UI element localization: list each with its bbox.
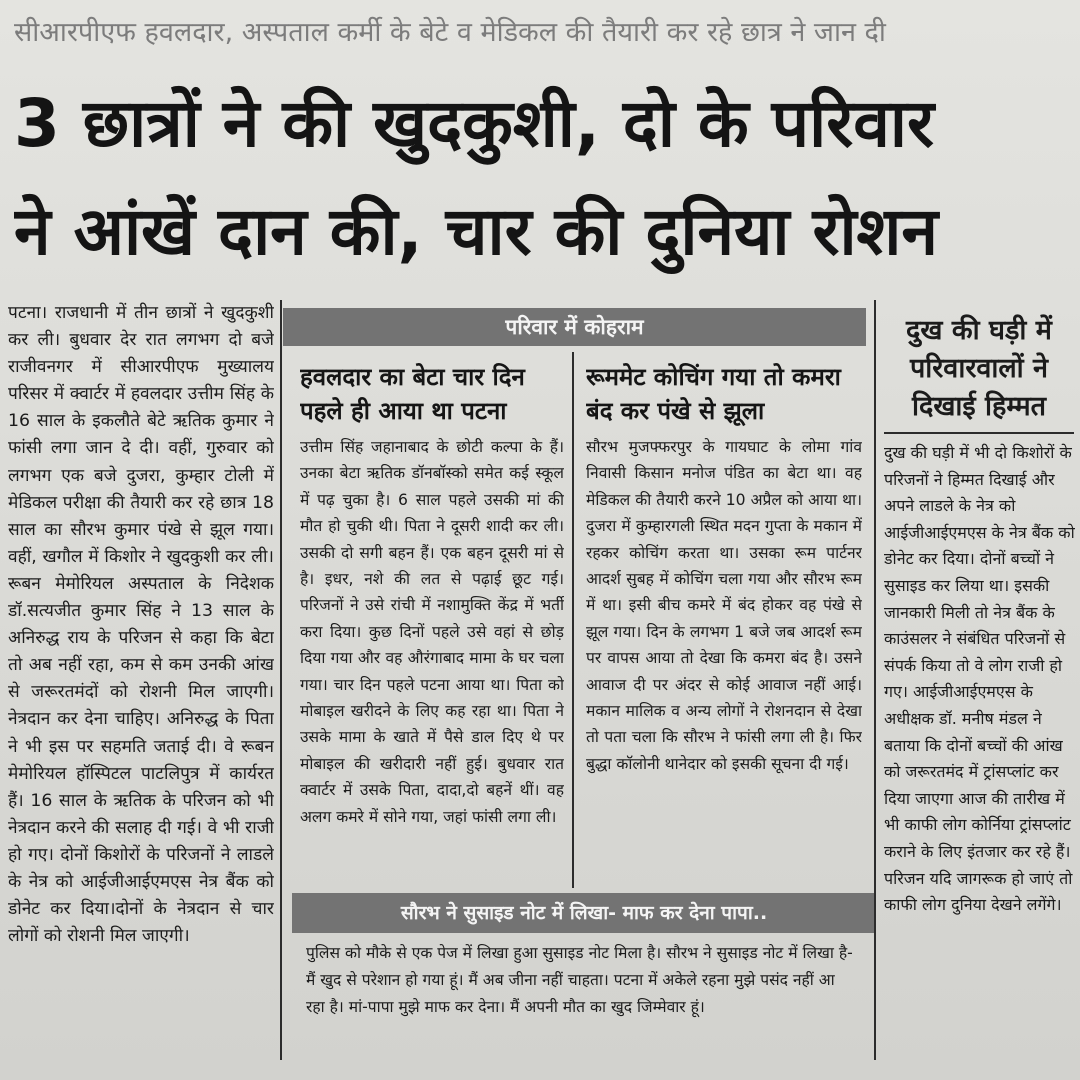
headline-line-1: 3 छात्रों ने की खुदकुशी, दो के परिवार xyxy=(14,85,935,162)
note-banner xyxy=(292,893,876,933)
column-divider-middle xyxy=(572,352,574,888)
section-banner xyxy=(283,308,866,346)
sidebar-heading-rule xyxy=(884,432,1074,434)
column-divider-left xyxy=(280,300,282,1060)
note-banner-text: सौरभ ने सुसाइड नोट में लिखा- माफ कर देना पापा.. xyxy=(400,902,768,924)
story-a-body: उत्तीम सिंह जहानाबाद के छोटी कल्पा के हैं। उनका बेटा ऋतिक डॉनबॉस्को समेत कई स्कूल में पढ़ चुका है। 6 साल पहले उसकी मां की मौत हो चुकी थी। पिता ने दूसरी शादी कर ली। उसकी दो सगी बहन हैं। एक बहन दूसरी मां से है। इधर, नशे की लत से पढ़ाई छूट गई। परिजनों ने उसे रांची में नशामुक्ति केंद्र में भर्ती करा दिया। कुछ दिनों पहले उसे वहां से छोड़ दिया गया और वह औरंगाबाद मामा के घर चला गया। चार दिन पहले पटना आया था। पिता को मोबाइल खरीदने के लिए कह रहा था। पिता ने उसके मामा के खाते में पैसे डाल दिए थे पर मोबाइल की खरीदारी नहीं हुई। बुधवार रात क्वार्टर में उसके पिता, दादा,दो बहनें थीं। वह अलग कमरे में सोने गया, जहां फांसी लगा ली। xyxy=(300,438,564,826)
story-b-heading: रूममेट कोचिंग गया तो कमरा बंद कर पंखे से झूला xyxy=(586,363,841,425)
column-divider-right xyxy=(874,300,876,1060)
story-a-heading: हवलदार का बेटा चार दिन पहले ही आया था पटना xyxy=(300,363,525,425)
main-story-text: पटना। राजधानी में तीन छात्रों ने खुदकुशी कर ली। बुधवार देर रात लगभग दो बजे राजीवनगर में सीआरपीएफ मुख्यालय परिसर में क्वार्टर में हवलदार उत्तीम सिंह के 16 साल के इकलौते बेटे ऋतिक कुमार ने फांसी लगा जान दे दी। वहीं, गुरुवार को लगभग एक बजे दुजरा, कुम्हार टोली में मेडिकल परीक्षा की तैयारी कर रहे छात्र 18 साल का सौरभ कुमार पंखे से झूल गया। वहीं, खगौल में किशोर ने खुदकुशी कर ली। रूबन मेमोरियल अस्पताल के निदेशक डॉ.सत्यजीत कुमार सिंह ने 13 साल के अनिरुद्ध राय के परिजन से कहा कि बेटा तो अब नहीं रहा, कम से कम उनकी आंख से जरूरतमंदों को रोशनी मिल जाएगी। नेत्रदान कर देना चाहिए। अनिरुद्ध के पिता ने भी इस पर सहमति जताई दी। वे रूबन मेमोरियल हॉस्पिटल पाटलिपुत्र में कार्यरत हैं। 16 साल के ऋतिक के परिजन को भी नेत्रदान करने की सलाह दी गई। वे भी राजी हो गए। दोनों किशोरों के परिजनों ने लाडले के नेत्र को आईजीआईएमएस नेत्र बैंक को डोनेट कर दिया।दोनों के नेत्रदान से चार लोगों को रोशनी मिल जाएगी। xyxy=(8,303,274,947)
kicker-headline: सीआरपीएफ हवलदार, अस्पताल कर्मी के बेटे व मेडिकल की तैयारी कर रहे छात्र ने जान दी xyxy=(14,17,886,48)
story-b-body: सौरभ मुजफ्फरपुर के गायघाट के लोमा गांव निवासी किसान मनोज पंडित का बेटा था। वह मेडिकल की तैयारी करने 10 अप्रैल को आया था। दुजरा में कुम्हारगली स्थित मदन गुप्ता के मकान में रहकर कोचिंग करता था। उसका रूम पार्टनर आदर्श सुबह में कोचिंग चला गया और सौरभ रूम में था। इसी बीच कमरे में बंद होकर वह पंखे से झूल गया। दिन के लगभग 1 बजे जब आदर्श रूम पर वापस आया तो देखा कि कमरा बंद है। उसने आवाज दी पर अंदर से कोई आवाज नहीं आई। मकान मालिक व अन्य लोगों ने रोशनदान से देखा तो पता चला कि सौरभ ने फांसी लगा ली है। फिर बुद्धा कॉलोनी थानेदार को इसकी सूचना दी गई। xyxy=(586,438,862,773)
sidebar-body: दुख की घड़ी में भी दो किशोरों के परिजनों ने हिम्मत दिखाई और अपने लाडले के नेत्र को आईजीआईएमएस के नेत्र बैंक को डोनेट कर दिया। दोनों बच्चों ने सुसाइड कर लिया था। इसकी जानकारी मिली तो नेत्र बैंक के काउंसलर ने संबंधित परिजनों से संपर्क किया तो वे लोग राजी हो गए। आईजीआईएमएस के अधीक्षक डॉ. मनीष मंडल ने बताया कि दोनों बच्चों की आंख को जरूरतमंद में ट्रांसप्लांट कर दिया जाएगा आज की तारीख में भी काफी लोग कोर्निया ट्रांसप्लांट कराने के लिए इंतजार कर रहे हैं। परिजन यदि जागरूक हो जाएं तो काफी लोग दुनिया देखने लगेंगे। xyxy=(884,443,1075,915)
note-body: पुलिस को मौके से एक पेज में लिखा हुआ सुसाइड नोट मिला है। सौरभ ने सुसाइड नोट में लिखा है- मैं खुद से परेशान हो गया हूं। मैं अब जीना नहीं चाहता। पटना में अकेले रहना मुझे पसंद नहीं आ रहा है। मां-पापा मुझे माफ कर देना। मैं अपनी मौत का खुद जिम्मेवार हूं। xyxy=(306,944,853,1016)
section-banner-text: परिवार में कोहराम xyxy=(505,315,644,339)
sidebar-heading: दुख की घड़ी में परिवारवालों ने दिखाई हिम्मत xyxy=(906,315,1052,422)
headline-line-2: ने आंखें दान की, चार की दुनिया रोशन xyxy=(14,193,939,270)
main-headline xyxy=(14,70,1070,286)
